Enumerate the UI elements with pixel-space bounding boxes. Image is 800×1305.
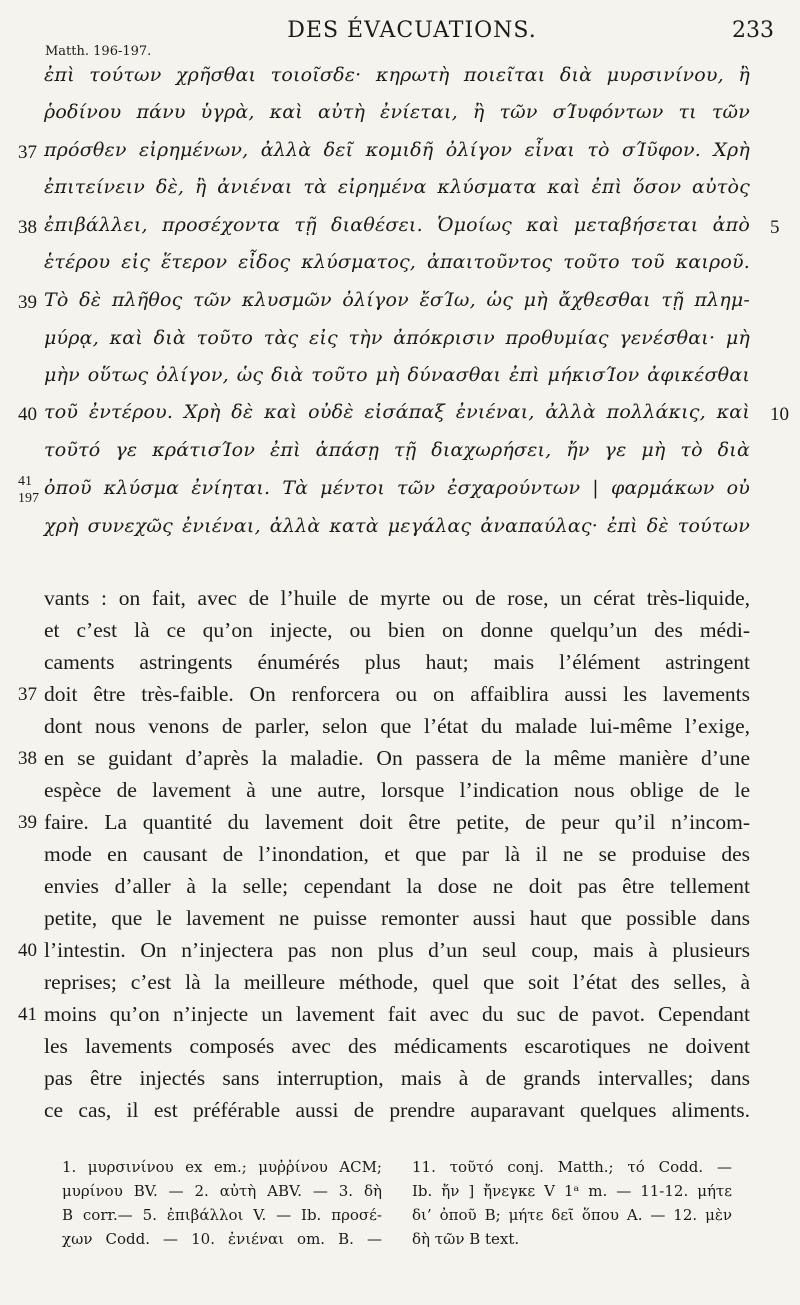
greek-line: ἐπιβάλλει, προσέχοντα τῇ διαθέσει. Ὁμοίως καὶ μεταβήσεται ἀπὸ bbox=[44, 214, 750, 236]
page-number: 233 bbox=[732, 18, 774, 43]
greek-line: πρόσθεν εἰρημένων, ἀλλὰ δεῖ κομιδῆ ὀλίγον εἶναι τὸ σΊῦφον. Χρὴ bbox=[44, 139, 750, 161]
french-section-number: 39 bbox=[18, 812, 37, 833]
french-line: caments astringents énumérés plus haut; mais l’élément astringent bbox=[44, 650, 750, 674]
greek-section-number: 41 bbox=[18, 474, 32, 489]
apparatus-line: δι’ ὀποῦ B; μήτε δεῖ ὅπου A. — 12. μὲν bbox=[412, 1206, 732, 1224]
greek-line: ἐπιτείνειν δὲ, ἢ ἀνιέναι τὰ εἰρημένα κλύσματα καὶ ἐπὶ ὅσον αὐτὸς bbox=[44, 176, 750, 198]
line-count-marker: 10 bbox=[770, 404, 789, 425]
greek-line: ἐπὶ τούτων χρῆσθαι τοιοῖσδε· κηρωτὴ ποιεῖται διὰ μυρσινίνου, ἢ bbox=[44, 64, 750, 86]
french-line: doit être très-faible. On renforcera ou on affaiblira aussi les lavements bbox=[44, 682, 750, 706]
apparatus-line: Ib. ἤν ] ἤνεγκε V 1ᵃ m. — 11-12. μήτε bbox=[412, 1182, 732, 1200]
french-section-number: 38 bbox=[18, 748, 37, 769]
apparatus-column-left bbox=[62, 1158, 382, 1254]
greek-section-number: 40 bbox=[18, 404, 37, 425]
apparatus-line: 1. μυρσινίνου ex em.; μυῤῥίνου ACM; bbox=[62, 1158, 382, 1176]
french-line: espèce de lavement à une autre, lorsque l’indication nous oblige de le bbox=[44, 778, 750, 802]
french-section-number: 41 bbox=[18, 1004, 37, 1025]
page-header bbox=[44, 16, 780, 46]
french-line: moins qu’on n’injecte un lavement fait avec du suc de pavot. Cependant bbox=[44, 1002, 750, 1026]
greek-section-number: 38 bbox=[18, 217, 37, 238]
apparatus-line: μυρίνου BV. — 2. αὐτὴ ABV. — 3. δὴ bbox=[62, 1182, 382, 1200]
greek-section-number: 37 bbox=[18, 142, 37, 163]
apparatus-line: B corr.— 5. ἐπιβάλλοι V. — Ib. προσέ- bbox=[62, 1206, 382, 1224]
french-line: l’intestin. On n’injectera pas non plus d’un seul coup, mais à plusieurs bbox=[44, 938, 750, 962]
line-count-marker: 5 bbox=[770, 217, 780, 238]
french-line: pas être injectés sans interruption, mais à de grands intervalles; dans bbox=[44, 1066, 750, 1090]
french-line: les lavements composés avec des médicaments escarotiques ne doivent bbox=[44, 1034, 750, 1058]
greek-line: ὀποῦ κλύσμα ἐνίηται. Τὰ μέντοι τῶν ἐσχαρούντων | φαρμάκων οὐ bbox=[44, 477, 750, 499]
french-line: envies d’aller à la selle; cependant la dose ne doit pas être tellement bbox=[44, 874, 750, 898]
greek-line: ἑτέρου εἰς ἕτερον εἶδος κλύσματος, ἀπαιτοῦντος τοῦτο τοῦ καιροῦ. bbox=[44, 251, 750, 273]
french-section-number: 40 bbox=[18, 940, 37, 961]
french-line: en se guidant d’après la maladie. On passera de la même manière d’une bbox=[44, 746, 750, 770]
french-section-number: 37 bbox=[18, 684, 37, 705]
greek-line: μύρᾳ, καὶ διὰ τοῦτο τὰς εἰς τὴν ἀπόκρισιν προθυμίας γενέσθαι· μὴ bbox=[44, 327, 750, 349]
greek-line: χρὴ συνεχῶς ἐνιέναι, ἀλλὰ κατὰ μεγάλας ἀναπαύλας· ἐπὶ δὲ τούτων bbox=[44, 515, 750, 537]
french-line: petite, que le lavement ne puisse remonter aussi haut que possible dans bbox=[44, 906, 750, 930]
running-title: DES ÉVACUATIONS. bbox=[287, 18, 537, 43]
greek-line: ῥοδίνου πάνυ ὑγρὰ, καὶ αὐτὴ ἐνίεται, ἢ τῶν σΊυφόντων τι τῶν bbox=[44, 101, 750, 123]
edition-page-number: 197 bbox=[18, 491, 39, 506]
apparatus-line: χων Codd. — 10. ἐνιέναι om. B. — bbox=[62, 1230, 382, 1248]
french-line: et c’est là ce qu’on injecte, ou bien on donne quelqu’un des médi- bbox=[44, 618, 750, 642]
edition-reference: Matth. 196-197. bbox=[45, 44, 152, 59]
french-line: mode en causant de l’inondation, et que par là il ne se produise des bbox=[44, 842, 750, 866]
french-line: reprises; c’est là la meilleure méthode, quel que soit l’état des selles, à bbox=[44, 970, 750, 994]
greek-line: τοῦτό γε κράτισΊον ἐπὶ ἁπάσῃ τῇ διαχωρήσει, ἤν γε μὴ τὸ διὰ bbox=[44, 439, 750, 461]
apparatus-line: 11. τοῦτό conj. Matth.; τό Codd. — bbox=[412, 1158, 732, 1176]
greek-line: Τὸ δὲ πλῆθος τῶν κλυσμῶν ὀλίγον ἔσΊω, ὡς μὴ ἄχθεσθαι τῇ πλημ- bbox=[44, 289, 750, 311]
apparatus-column-right bbox=[412, 1158, 732, 1254]
french-line: vants : on fait, avec de l’huile de myrte ou de rose, un cérat très-liquide, bbox=[44, 586, 750, 610]
french-line: dont nous venons de parler, selon que l’état du malade lui-même l’exige, bbox=[44, 714, 750, 738]
greek-section-number: 39 bbox=[18, 292, 37, 313]
apparatus-line: δὴ τῶν B text. bbox=[412, 1230, 520, 1248]
french-line: faire. La quantité du lavement doit être petite, de peur qu’il n’incom- bbox=[44, 810, 750, 834]
greek-line: τοῦ ἐντέρου. Χρὴ δὲ καὶ οὐδὲ εἰσάπαξ ἐνιέναι, ἀλλὰ πολλάκις, καὶ bbox=[44, 401, 750, 423]
french-line: ce cas, il est préférable aussi de prendre auparavant quelques aliments. bbox=[44, 1098, 750, 1122]
greek-line: μὴν οὕτως ὀλίγον, ὡς διὰ τοῦτο μὴ δύνασθαι ἐπὶ μήκισΊον ἀφικέσθαι bbox=[44, 364, 750, 386]
